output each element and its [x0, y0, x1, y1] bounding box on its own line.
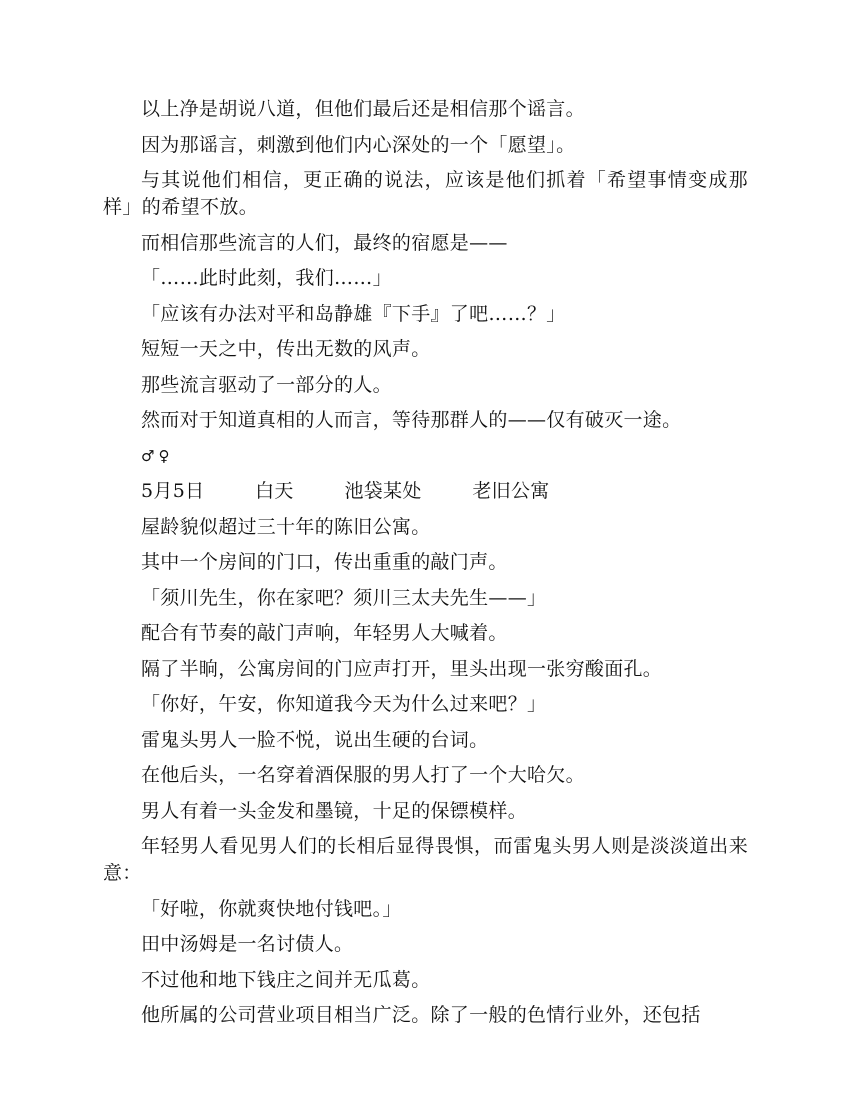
section-break: ♂♀ — [141, 446, 174, 465]
paragraph: 以上净是胡说八道，但他们最后还是相信那个谣言。 — [141, 98, 585, 120]
scene-place: 池袋某处 — [344, 480, 422, 502]
scene-location: 老旧公寓 — [472, 480, 550, 502]
paragraph: 不过他和地下钱庄之间并无瓜葛。 — [141, 968, 431, 991]
paragraph: 在他后头，一名穿着酒保服的男人打了一个大哈欠。 — [141, 764, 585, 786]
paragraph: 男人有着一头金发和墨镜，十足的保镖模样。 — [141, 799, 528, 822]
paragraph: 雷鬼头男人一脸不悦，说出生硬的台词。 — [141, 728, 489, 751]
paragraph: 年轻男人看见男人们的长相后显得畏惧，而雷鬼头男人则是淡淡道出来意： — [103, 835, 748, 884]
paragraph: 隔了半晌，公寓房间的门应声打开，里头出现一张穷酸面孔。 — [141, 657, 663, 680]
paragraph: 「……此时此刻，我们……」 — [141, 267, 392, 289]
paragraph: 「好啦，你就爽快地付钱吧。」 — [141, 897, 402, 920]
scene-date: 5月5日 — [141, 480, 205, 502]
paragraph: 然而对于知道真相的人而言，等待那群人的——仅有破灭一途。 — [141, 409, 682, 431]
paragraph: 他所属的公司营业项目相当广泛。除了一般的色情行业外，还包括 — [141, 1004, 701, 1026]
paragraph: 与其说他们相信，更正确的说法，应该是他们抓着「希望事情变成那样」的希望不放。 — [103, 169, 748, 218]
paragraph: 「你好，午安，你知道我今天为什么过来吧？」 — [141, 693, 547, 715]
scene-time: 白天 — [255, 480, 294, 502]
paragraph: 那些流言驱动了一部分的人。 — [141, 373, 392, 396]
paragraph: 「应该有办法对平和岛静雄『下手』了吧……？」 — [141, 302, 566, 325]
paragraph: 「须川先生，你在家吧？须川三太夫先生——」 — [141, 586, 547, 609]
scene-heading — [103, 478, 748, 505]
paragraph: 屋龄貌似超过三十年的陈旧公寓。 — [141, 515, 431, 538]
paragraph: 短短一天之中，传出无数的风声。 — [141, 338, 431, 360]
text-body — [103, 96, 748, 1038]
paragraph: 配合有节奏的敲门声响，年轻男人大喊着。 — [141, 622, 508, 644]
paragraph: 而相信那些流言的人们，最终的宿愿是—— — [141, 231, 508, 254]
paragraph: 因为那谣言，刺激到他们内心深处的一个「愿望」。 — [141, 133, 576, 156]
paragraph: 田中汤姆是一名讨债人。 — [141, 933, 354, 955]
paragraph: 其中一个房间的门口，传出重重的敲门声。 — [141, 551, 508, 573]
